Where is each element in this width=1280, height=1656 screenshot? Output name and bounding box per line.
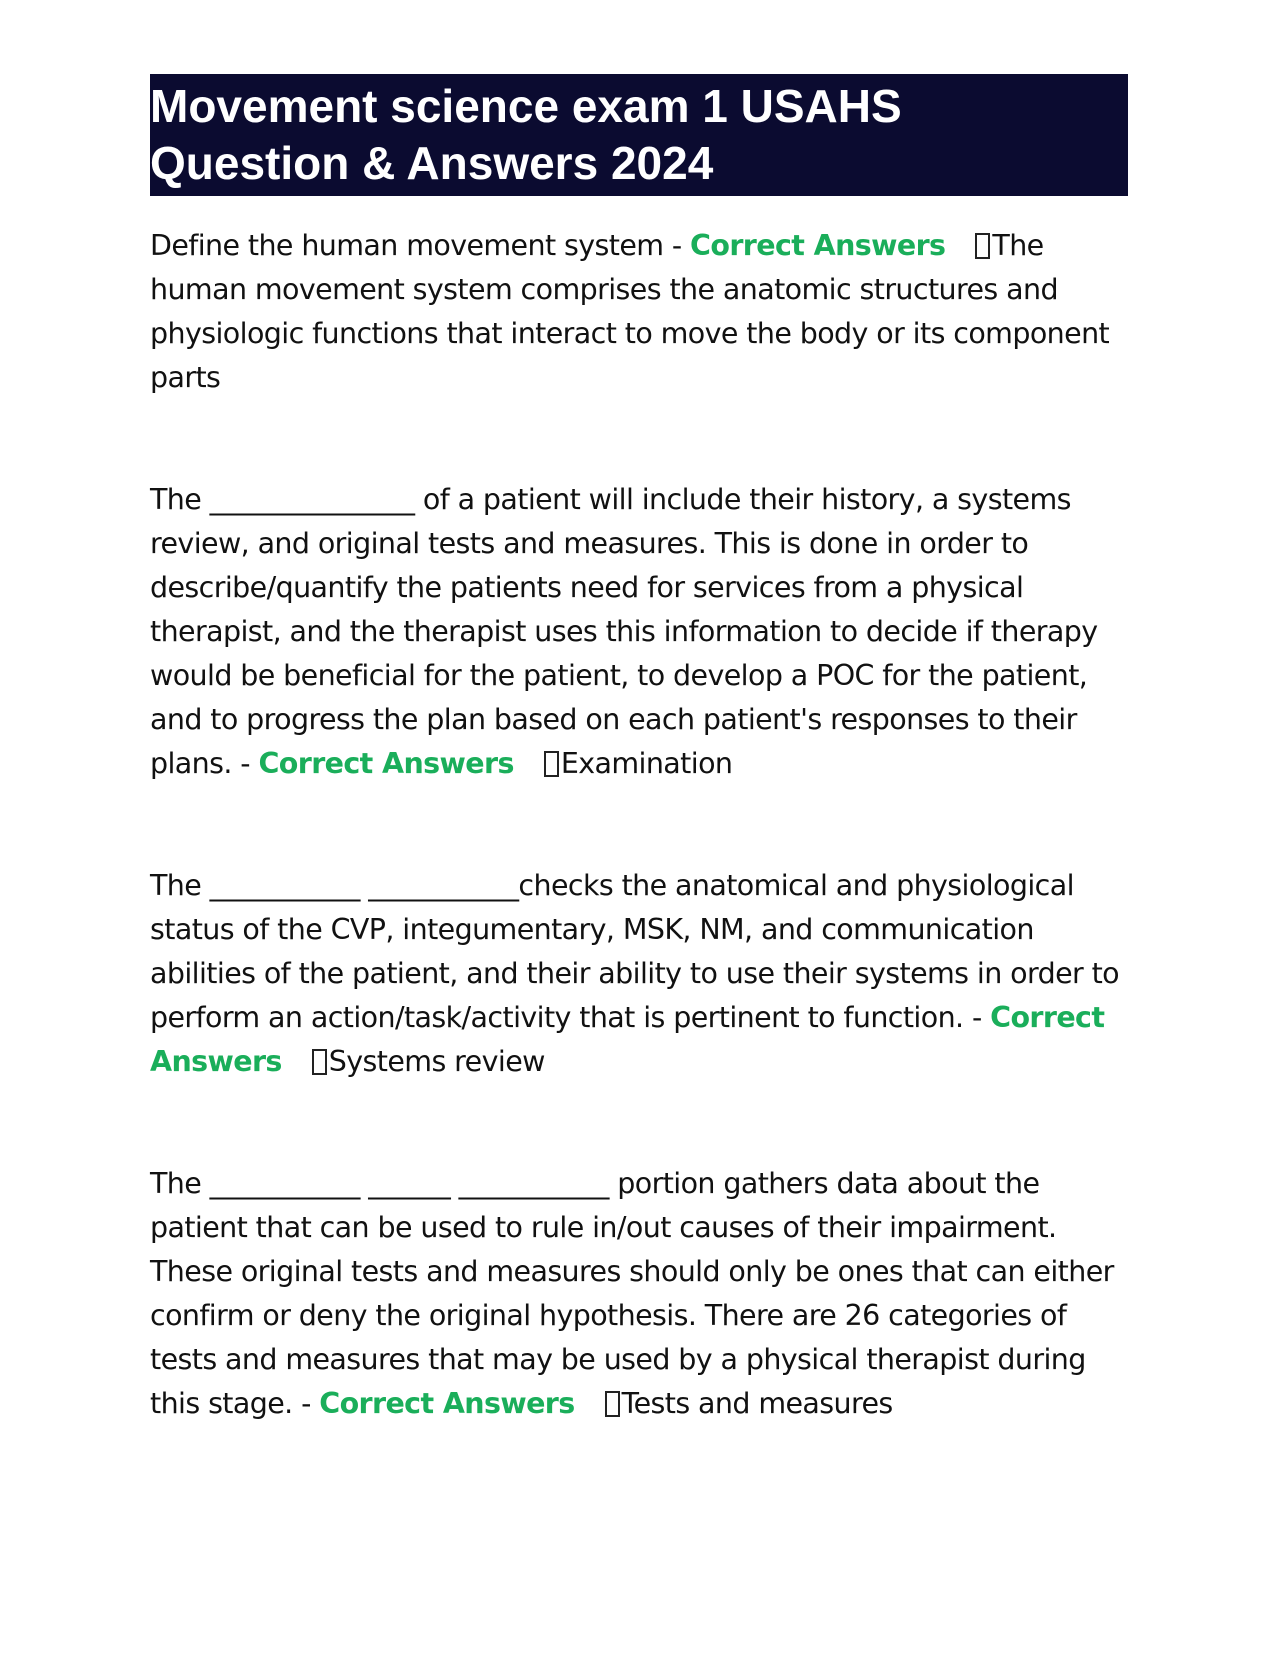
qa-item (150, 864, 1128, 1084)
checkbox-icon (605, 1391, 620, 1417)
correct-answers-label: Correct Answers (319, 1387, 575, 1420)
correct-answers-label: Correct Answers (690, 229, 946, 262)
answer-text: Tests and measures (621, 1387, 893, 1420)
answer-text: The human movement system comprises the anatomic structures and physiologic functions that interact to move the body or its component parts (150, 229, 1110, 394)
checkbox-icon (975, 233, 990, 259)
qa-item (150, 1162, 1128, 1426)
answer-text: Systems review (328, 1045, 545, 1078)
qa-item (150, 478, 1128, 786)
title-line: Movement science exam 1 USAHS (150, 80, 902, 132)
title-line: Question & Answers 2024 (150, 137, 714, 189)
question-text: The _______________ of a patient will include their history, a systems review, and original tests and measures. This is done in order to describe/quantify the patients need for services from a physical therapist, and the therapist uses this information to decide if therapy would be beneficial for the patient, to develop a POC for the patient, and to progress the plan based on each patient's responses to their plans. - (150, 483, 1098, 780)
document-title (150, 74, 1128, 196)
correct-answers-label: Correct Answers (258, 747, 514, 780)
qa-item (150, 224, 1128, 400)
question-text: The ___________ ______ ___________ portion gathers data about the patient that can be used to rule in/out causes of their impairment. These original tests and measures should only be ones that can either confirm or deny the original hypothesis. There are 26 categories of tests and measures that may be used by a physical therapist during this stage. - (150, 1167, 1114, 1420)
checkbox-icon (312, 1049, 327, 1075)
correct-answers-label: Correct Answers (150, 1001, 1105, 1078)
question-text: Define the human movement system - (150, 229, 691, 262)
question-text: The ___________ ___________checks the anatomical and physiological status of the CVP, integumentary, MSK, NM, and communication abilities of the patient, and their ability to use their systems in order to perform an action/task/activity that is pertinent to function. - (150, 869, 1119, 1034)
answer-text: Examination (560, 747, 733, 780)
checkbox-icon (544, 751, 559, 777)
document-page (150, 74, 1128, 1426)
